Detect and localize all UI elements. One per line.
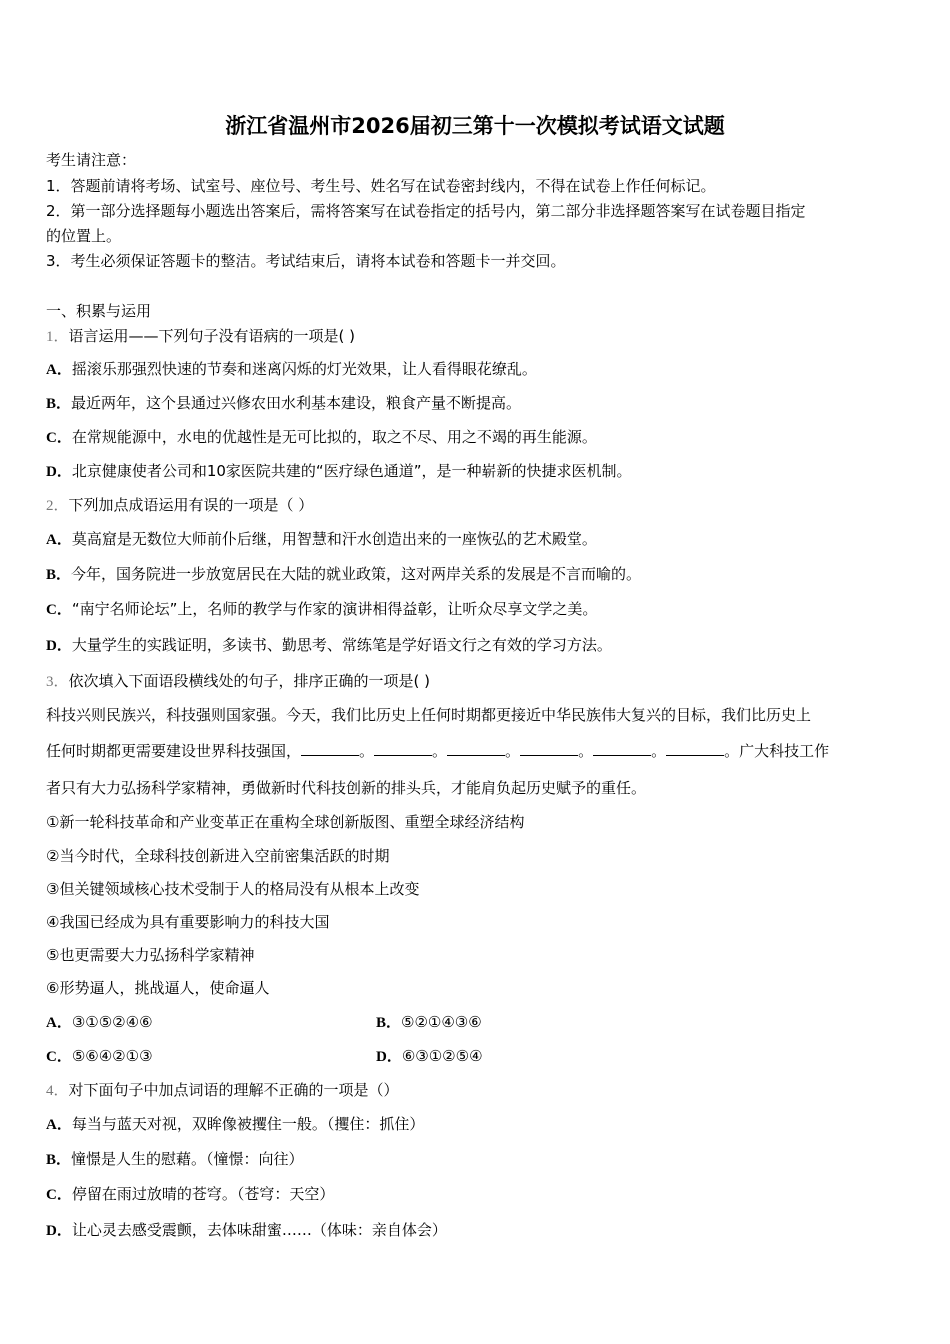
question-text: 语言运用——下列句子没有语病的一项是( ) <box>68 327 355 345</box>
option-label: C． <box>46 1049 72 1065</box>
sentence-item: ③但关键领域核心技术受制于人的格局没有从根本上改变 <box>46 880 420 898</box>
q1-option-b <box>46 393 521 414</box>
q3-option-a <box>46 1012 153 1033</box>
passage-text: 广大科技工作 <box>739 742 830 760</box>
q2-option-b <box>46 564 641 585</box>
sentence-item: ⑤也更需要大力弘扬科学家精神 <box>46 946 255 964</box>
question-text: 下列加点成语运用有误的一项是（ ） <box>68 496 314 514</box>
notice-item: 2．第一部分选择题每小题选出答案后，需将答案写在试卷指定的括号内，第二部分非选择题答案写在试卷题目指定 <box>46 202 806 220</box>
question-text: 依次填入下面语段横线处的句子，排序正确的一项是( ) <box>68 672 430 690</box>
option-text: 最近两年，这个县通过兴修农田水利基本建设，粮食产量不断提高。 <box>71 394 522 412</box>
punct: 。 <box>432 742 448 760</box>
option-text: “南宁名师论坛”上，名师的教学与作家的演讲相得益彰，让听众尽享文学之美。 <box>71 600 598 618</box>
option-label: B． <box>46 396 72 412</box>
option-text: 让心灵去感受震颤，去体味甜蜜……（体味：亲自体会） <box>71 1221 447 1239</box>
notice-item: 3．考生必须保证答题卡的整洁。考试结束后，请将本试卷和答题卡一并交回。 <box>46 252 566 270</box>
q1-option-a <box>46 359 537 380</box>
passage-text: 任何时期都更需要建设世界科技强国， <box>46 742 302 760</box>
option-text: 每当与蓝天对视，双眸像被攫住一般。（攫住：抓住） <box>71 1115 425 1133</box>
punct: 。 <box>578 742 594 760</box>
option-text: ③①⑤②④⑥ <box>71 1013 153 1031</box>
q3-option-b <box>376 1012 482 1033</box>
fill-blank <box>447 741 505 756</box>
section-heading: 一、积累与运用 <box>46 302 152 320</box>
passage-line: 者只有大力弘扬科学家精神，勇做新时代科技创新的排头兵，才能肩负起历史赋予的重任。 <box>46 779 647 797</box>
question-2-stem <box>46 495 313 516</box>
page-title: 浙江省温州市2026届初三第十一次模拟考试语文试题 <box>225 114 725 138</box>
q3-option-c <box>46 1046 153 1067</box>
question-number: 2． <box>46 498 69 514</box>
q4-option-b <box>46 1149 304 1170</box>
punct: 。 <box>505 742 521 760</box>
option-label: D． <box>376 1049 402 1065</box>
sentence-item: ①新一轮科技革命和产业变革正在重构全球创新版图、重塑全球经济结构 <box>46 813 525 831</box>
question-number: 3． <box>46 674 69 690</box>
option-label: B． <box>46 567 72 583</box>
option-text: 今年，国务院进一步放宽居民在大陆的就业政策，这对两岸关系的发展是不言而喻的。 <box>71 565 642 583</box>
punct: 。 <box>359 742 375 760</box>
fill-blank <box>593 741 651 756</box>
punct: 。 <box>724 742 740 760</box>
notice-heading: 考生请注意： <box>46 151 137 169</box>
notice-item: 的位置上。 <box>46 227 122 245</box>
option-text: 停留在雨过放晴的苍穹。（苍穹：天空） <box>71 1185 335 1203</box>
passage-line: 科技兴则民族兴，科技强则国家强。今天，我们比历史上任何时期都更接近中华民族伟大复兴的目标，我们比历史上 <box>46 706 812 724</box>
option-label: A． <box>46 1117 72 1133</box>
passage-line <box>46 741 829 761</box>
fill-blank <box>374 741 432 756</box>
q4-option-c <box>46 1184 334 1205</box>
question-4-stem <box>46 1080 399 1101</box>
notice-item: 1．答题前请将考场、试室号、座位号、考生号、姓名写在试卷密封线内，不得在试卷上作任何标记。 <box>46 177 716 195</box>
q2-option-c <box>46 599 597 620</box>
option-text: ⑤②①④③⑥ <box>401 1013 482 1031</box>
sentence-item: ②当今时代，全球科技创新进入空前密集活跃的时期 <box>46 847 390 865</box>
fill-blank <box>666 741 724 756</box>
option-label: A． <box>46 1015 72 1031</box>
option-label: A． <box>46 532 72 548</box>
punct: 。 <box>651 742 667 760</box>
option-label: C． <box>46 430 72 446</box>
q4-option-d <box>46 1220 447 1241</box>
q2-option-d <box>46 635 612 656</box>
option-text: 莫高窟是无数位大师前仆后继，用智慧和汗水创造出来的一座恢弘的艺术殿堂。 <box>71 530 597 548</box>
q3-option-d <box>376 1046 483 1067</box>
option-label: C． <box>46 1187 72 1203</box>
option-text: ⑥③①②⑤④ <box>401 1047 483 1065</box>
sentence-item: ④我国已经成为具有重要影响力的科技大国 <box>46 913 330 931</box>
question-1-stem <box>46 326 355 347</box>
sentence-item: ⑥形势逼人，挑战逼人，使命逼人 <box>46 979 270 997</box>
fill-blank <box>301 741 359 756</box>
q2-option-a <box>46 529 597 550</box>
option-label: D． <box>46 464 72 480</box>
option-text: 北京健康使者公司和10家医院共建的“医疗绿色通道”，是一种崭新的快捷求医机制。 <box>71 462 632 480</box>
option-label: B． <box>46 1152 72 1168</box>
question-3-stem <box>46 671 430 692</box>
q1-option-c <box>46 427 597 448</box>
option-label: C． <box>46 602 72 618</box>
question-number: 4． <box>46 1083 69 1099</box>
option-label: D． <box>46 638 72 654</box>
fill-blank <box>520 741 578 756</box>
option-text: 在常规能源中，水电的优越性是无可比拟的，取之不尽、用之不竭的再生能源。 <box>71 428 597 446</box>
q1-option-d <box>46 461 631 482</box>
option-label: A． <box>46 362 72 378</box>
option-text: 大量学生的实践证明，多读书、勤思考、常练笔是学好语文行之有效的学习方法。 <box>71 636 612 654</box>
q4-option-a <box>46 1114 424 1135</box>
question-text: 对下面句子中加点词语的理解不正确的一项是（） <box>68 1081 399 1099</box>
option-label: B． <box>376 1015 402 1031</box>
option-text: ⑤⑥④②①③ <box>71 1047 153 1065</box>
question-number: 1． <box>46 329 69 345</box>
option-text: 摇滚乐那强烈快速的节奏和迷离闪烁的灯光效果，让人看得眼花缭乱。 <box>71 360 537 378</box>
option-label: D． <box>46 1223 72 1239</box>
option-text: 憧憬是人生的慰藉。（憧憬：向往） <box>71 1150 304 1168</box>
